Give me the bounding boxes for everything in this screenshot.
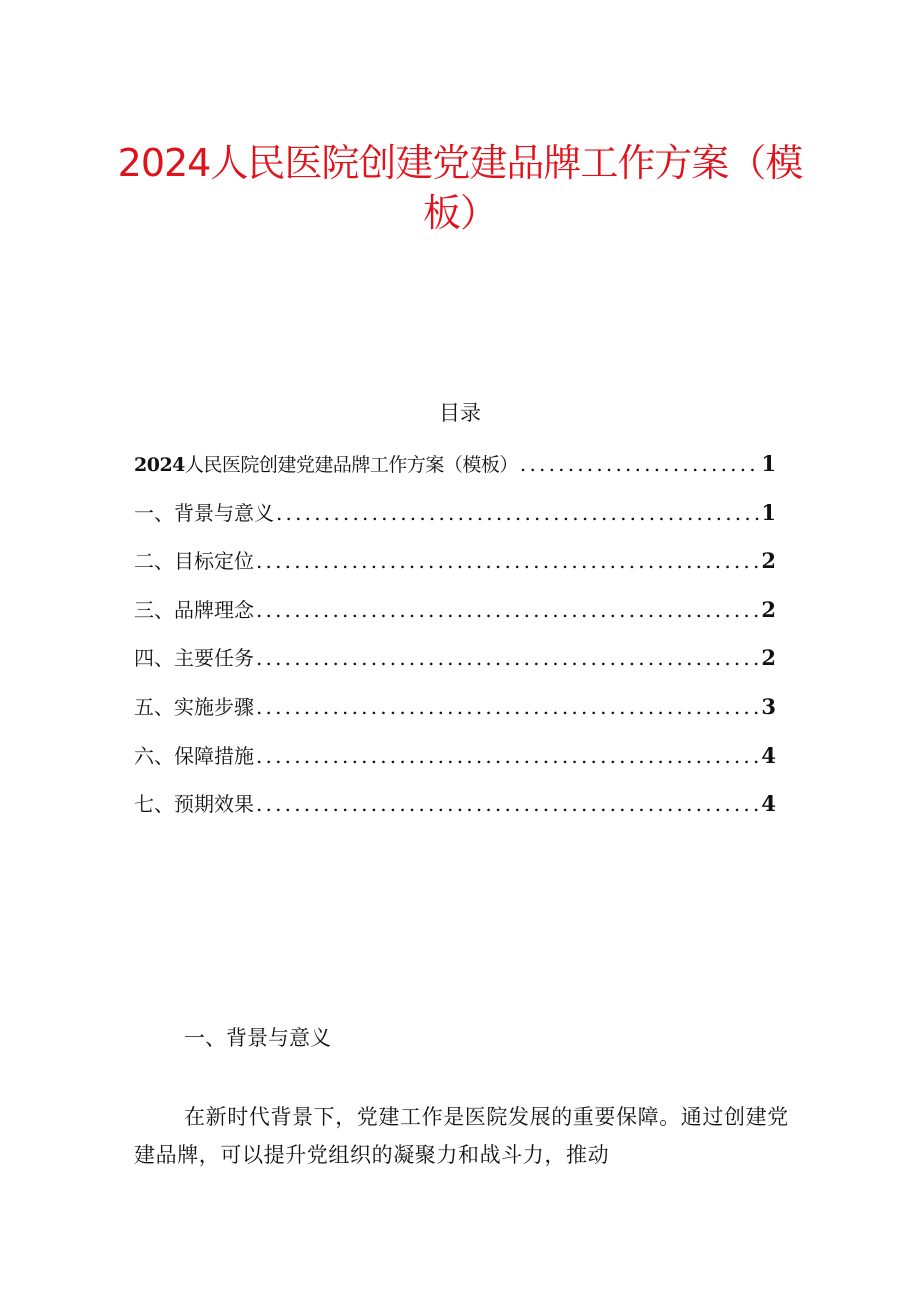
toc-page-number: 1 bbox=[761, 499, 776, 525]
toc-entry-expected-results[interactable] bbox=[134, 788, 776, 837]
toc-page-number: 4 bbox=[761, 791, 776, 817]
toc-entry-implementation[interactable] bbox=[134, 691, 776, 740]
toc-entry-label: 四、主要任务 bbox=[134, 646, 254, 671]
toc-dot-leader bbox=[256, 691, 759, 723]
toc-page-number: 2 bbox=[761, 645, 776, 671]
toc-entry-text: 人民医院创建党建品牌工作方案（模板） bbox=[184, 454, 518, 476]
toc-entry-label: 五、实施步骤 bbox=[134, 694, 254, 719]
toc-entry-main-tasks[interactable] bbox=[134, 642, 776, 691]
toc-entry-goals[interactable] bbox=[134, 545, 776, 594]
toc-entry-safeguards[interactable] bbox=[134, 740, 776, 789]
toc-entry-background[interactable] bbox=[134, 497, 776, 546]
toc-entry-label: 一、背景与意义 bbox=[134, 500, 274, 525]
toc-page-number: 4 bbox=[761, 742, 776, 768]
toc-page-number: 2 bbox=[761, 596, 776, 622]
toc-entry-label bbox=[134, 449, 518, 481]
toc-entry-label: 七、预期效果 bbox=[134, 792, 254, 817]
toc-entry-number: 2024 bbox=[134, 454, 185, 476]
toc-entry-label: 二、目标定位 bbox=[134, 549, 254, 574]
toc-dot-leader bbox=[276, 497, 759, 529]
toc-dot-leader bbox=[256, 788, 759, 820]
toc-dot-leader bbox=[256, 642, 759, 674]
toc-page-number: 3 bbox=[761, 693, 776, 719]
document-title: 2024人民医院创建党建品牌工作方案（模板） bbox=[117, 141, 803, 235]
toc-entry-label: 三、品牌理念 bbox=[134, 597, 254, 622]
body-paragraph: 在新时代背景下，党建工作是医院发展的重要保障。通过创建党建品牌，可以提升党组织的凝聚力和战斗力，推动 bbox=[134, 1105, 789, 1167]
toc-entry-brand-concept[interactable] bbox=[134, 594, 776, 643]
toc-entry-label: 六、保障措施 bbox=[134, 743, 254, 768]
toc-page-number: 2 bbox=[761, 548, 776, 574]
toc-heading: 目录 bbox=[439, 401, 481, 425]
toc-page-number: 1 bbox=[761, 451, 776, 476]
toc-dot-leader bbox=[256, 545, 759, 577]
toc-dot-leader bbox=[520, 448, 759, 480]
toc-dot-leader bbox=[256, 594, 759, 626]
toc-dot-leader bbox=[256, 740, 759, 772]
section-heading: 一、背景与意义 bbox=[184, 1026, 331, 1050]
table-of-contents bbox=[134, 448, 776, 837]
toc-entry-title[interactable] bbox=[134, 448, 776, 497]
